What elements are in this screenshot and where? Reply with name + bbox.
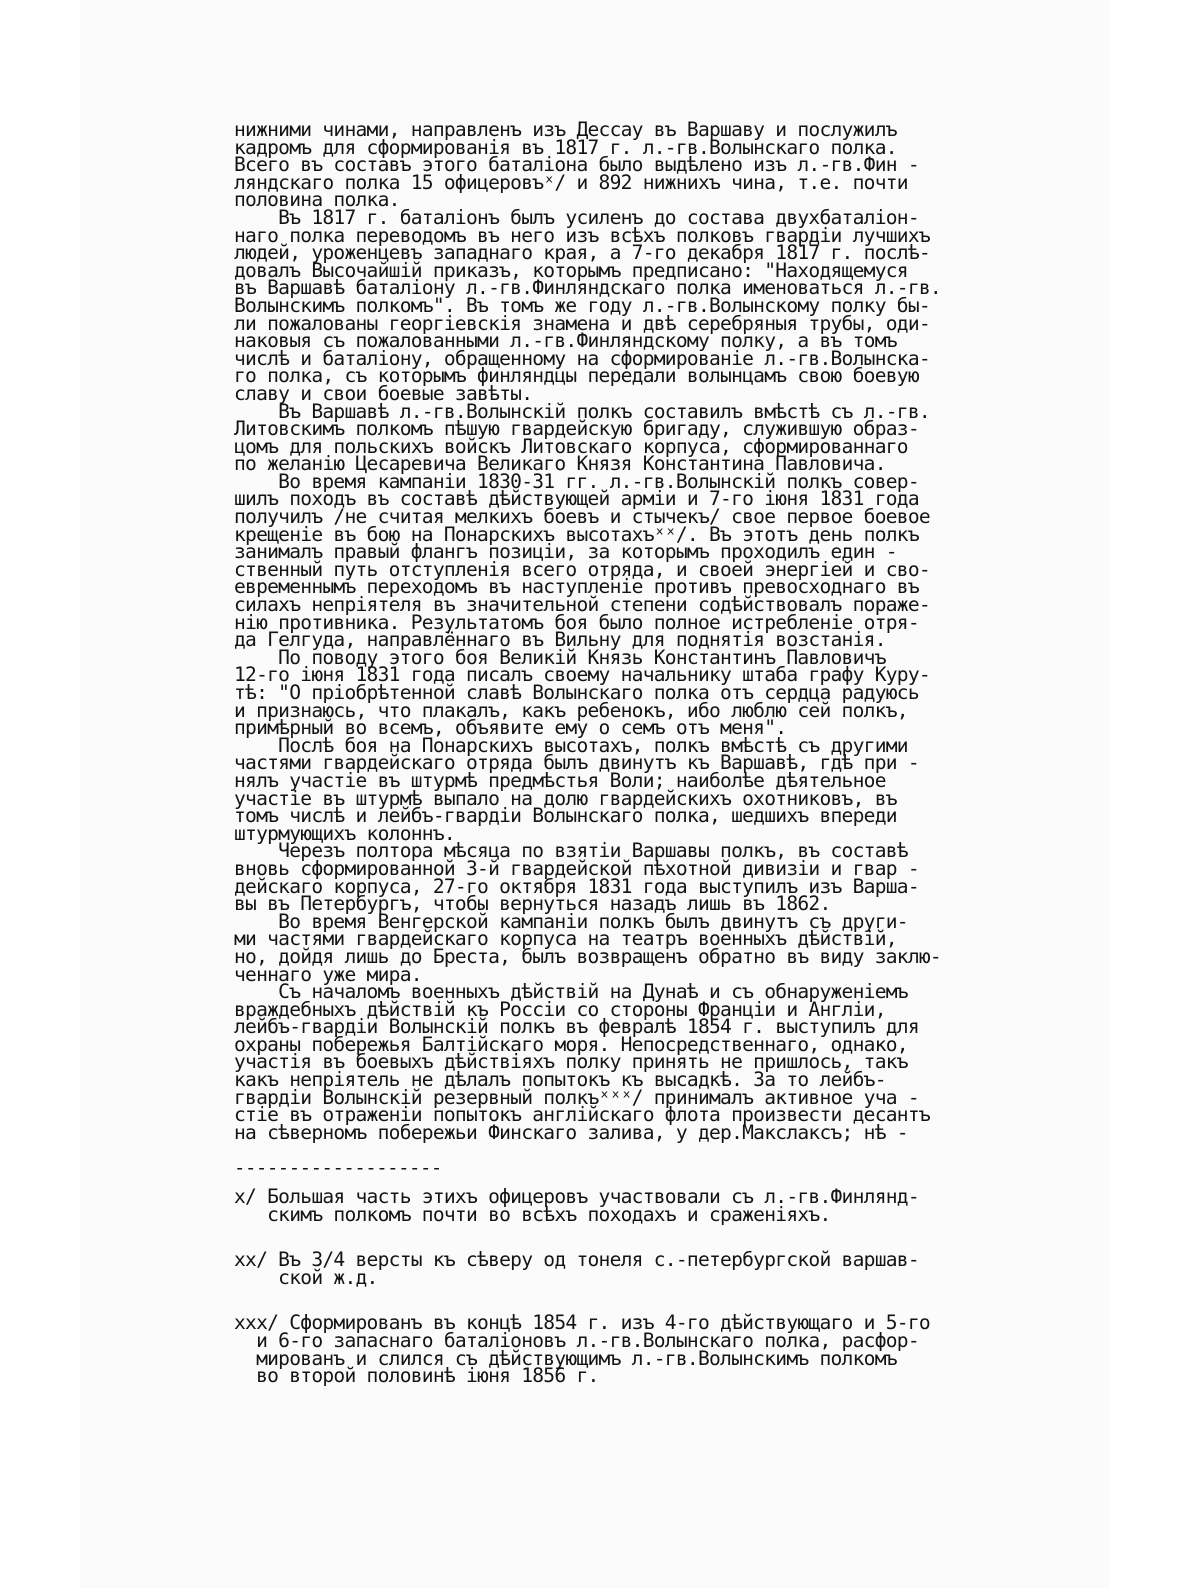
footnote-line: мированъ и слился съ дѣйствующимъ л.-гв.Волынскимъ полкомъ: [234, 1346, 897, 1370]
body-line: Черезъ полтора мѣсяца по взятіи Варшавы полкъ, въ составѣ: [234, 839, 908, 863]
body-line: какъ непріятель не дѣлалъ попытокъ къ высадкѣ. За то лейбъ-: [234, 1068, 886, 1092]
body-line: наковыя съ пожалованными л.-гв.Финляндскому полку, а въ томъ: [234, 329, 897, 353]
footnote: [234, 1248, 994, 1289]
body-line: вы въ Петербургъ, чтобы вернуться назадъ лишь въ 1862.: [234, 892, 831, 916]
body-line: евременнымъ переходомъ въ наступленіе противъ превосходнаго въ: [234, 575, 919, 599]
body-line: штурмующихъ колоннъ.: [234, 821, 455, 845]
body-line: ми частями гвардейскаго корпуса на театръ военныхъ дѣйствій,: [234, 927, 897, 951]
body-line: шилъ походъ въ составѣ дѣйствующей арміи и 7-го іюня 1831 года: [234, 487, 919, 511]
body-line: тѣ: "О пріобрѣтенной славѣ Волынскаго полка отъ сердца радуюсь: [234, 681, 919, 704]
body-line: славу и свои боевые завѣты.: [234, 381, 533, 405]
body-line: го полка, съ которымъ финляндцы передали волынцамъ свою боевую: [234, 364, 919, 388]
body-line: по желанію Цесаревича Великаго Князя Константина Павловича.: [234, 452, 886, 476]
body-line: силахъ непріятеля въ значительной степени содѣйствовалъ пораже-: [234, 593, 930, 617]
body-line: ли пожалованы георгіевскія знамена и двѣ серебряныя трубы, оди-: [234, 311, 930, 335]
body-line: и признаюсь, что плакалъ, какъ ребенокъ, ибо люблю сей полкъ,: [234, 698, 908, 722]
body-line: ляндскаго полка 15 офицеровъˣ/ и 892 нижнихъ чина, т.е. почти: [234, 170, 908, 194]
body-line: нялъ участіе въ штурмѣ предмѣстья Воли; наиболѣе дѣятельное: [234, 768, 886, 792]
body-line: Во время кампаніи 1830-31 гг. л.-гв.Волынскій полкъ совер-: [234, 469, 919, 493]
body-line: примѣрный во всемъ, объявите ему о семъ отъ меня".: [234, 716, 787, 740]
body-line: да Гелгуда, направлённаго въ Вильну для поднятія возстанія.: [234, 628, 886, 652]
body-line: половина полка.: [234, 188, 400, 212]
body-line: стіе въ отраженіи попытокъ англійскаго флота произвести десантъ: [234, 1103, 930, 1127]
body-line: Съ началомъ военныхъ дѣйствій на Дунаѣ и съ обнаруженіемъ: [234, 980, 908, 1004]
body-line: людей, уроженцевъ западнаго края, а 7-го декабря 1817 г. послѣ-: [234, 241, 930, 265]
footnote: [234, 1311, 994, 1388]
body-line: но, дойдя лишь до Бреста, былъ возвращенъ обратно въ виду заклю-: [234, 944, 941, 968]
body-line: числѣ и баталіону, обращенному на сформированіе л.-гв.Волынска-: [234, 346, 930, 370]
body-line: нію противника. Результатомъ боя было полное истребленіе отря-: [234, 610, 919, 634]
footnote-divider: -------------------: [234, 1157, 442, 1179]
body-line: Въ Варшавѣ л.-гв.Волынскій полкъ составилъ вмѣстѣ съ л.-гв.: [234, 399, 930, 423]
body-line: По поводу этого боя Великій Князь Константинъ Павловичъ: [234, 645, 886, 669]
body-line: занималъ правый флангъ позиціи, за которымъ проходилъ един -: [234, 540, 897, 564]
body-line: враждебныхъ дѣйствій къ Россіи со стороны Франціи и Англіи,: [234, 997, 886, 1021]
body-line: дейскаго корпуса, 27-го октября 1831 года выступилъ изъ Варша-: [234, 874, 919, 898]
body-line: на сѣверномъ побережьи Финскаго залива, у дер.Макслаксъ; нѣ -: [234, 1120, 908, 1144]
body-line: цомъ для польскихъ войскъ Литовскаго корпуса, сформированнаго: [234, 434, 908, 458]
footnote-line: x/ Большая часть этихъ офицеровъ участвовали съ л.-гв.Финлянд-: [234, 1185, 919, 1208]
body-line: вновь сформированной 3-й гвардейской пѣхотной дивизіи и гвар -: [234, 856, 919, 880]
body-line: томъ числѣ и лейбъ-гвардіи Волынскаго полка, шедшихъ впереди: [234, 804, 897, 828]
body-line: Въ 1817 г. баталіонъ былъ усиленъ до состава двухбаталіон-: [234, 205, 919, 229]
footnote-line: скимъ полкомъ почти во всѣхъ походахъ и сраженіяхъ.: [234, 1202, 831, 1226]
body-line: крещеніе въ бою на Понарскихъ высотахъˣˣ/. Въ этотъ день полкъ: [234, 522, 919, 546]
body-line: участіе въ штурмѣ выпало на долю гвардейскихъ охотниковъ, въ: [234, 786, 897, 810]
footnote-line: xxx/ Сформированъ въ концѣ 1854 г. изъ 4-го дѣйствующаго и 5-го: [234, 1311, 930, 1335]
body-line: 12-го іюня 1831 года писалъ своему начальнику штаба графу Куру-: [234, 663, 930, 687]
body-line: лейбъ-гвардіи Волынскій полкъ въ февралѣ 1854 г. выступилъ для: [234, 1015, 919, 1039]
body-line: въ Варшавѣ баталіону л.-гв.Финляндскаго полка именоваться л.-гв.: [234, 276, 941, 300]
footnote-line: ской ж.д.: [234, 1265, 378, 1289]
footnote-line: во второй половинѣ іюня 1856 г.: [234, 1364, 599, 1388]
body-line: частями гвардейскаго отряда былъ двинутъ къ Варшавѣ, гдѣ при -: [234, 751, 919, 775]
body-line: ченнаго уже мира.: [234, 962, 422, 986]
body-line: участія въ боевыхъ дѣйствіяхъ полку принять не пришлось, такъ: [234, 1050, 908, 1074]
body-line: получилъ /не считая мелкихъ боевъ и стычекъ/ свое первое боевое: [234, 505, 930, 529]
body-line: Волынскимъ полкомъ". Въ томъ же году л.-гв.Волынскому полку бы-: [234, 293, 930, 317]
body-line: нижними чинами, направленъ изъ Дессау въ Варшаву и послужилъ: [234, 118, 897, 141]
footnote: [234, 1185, 994, 1226]
body-line: Всего въ составъ этого баталіона было выдѣлено изъ л.-гв.Фин -: [234, 153, 919, 177]
footnotes: [234, 1185, 994, 1413]
body-line: охраны побережья Балтійскаго моря. Непосредственнаго, однако,: [234, 1032, 908, 1056]
body-line: Во время Венгерской кампаніи полкъ былъ двинутъ съ други-: [234, 909, 908, 933]
footnote-line: xx/ Въ 3/4 версты къ сѣверу од тонеля с.-петербургской варшав-: [234, 1248, 919, 1272]
footnote-line: и 6-го запаснаго баталіоновъ л.-гв.Волынскаго полка, расфор-: [234, 1328, 919, 1352]
body-line: наго полка переводомъ въ него изъ всѣхъ полковъ гвардіи лучшихъ: [234, 223, 930, 247]
body-text: [234, 118, 994, 1144]
body-line: довалъ Высочайшій приказъ, которымъ предписано: "Находящемуся: [234, 258, 908, 282]
body-line: кадромъ для сформированія въ 1817 г. л.-гв.Волынскаго полка.: [234, 135, 897, 159]
body-line: ственный путь отступленія всего отряда, и своей энергіей и сво-: [234, 557, 930, 581]
body-line: Литовскимъ полкомъ пѣшую гвардейскую бригаду, служившую образ-: [234, 417, 919, 441]
body-line: Послѣ боя на Понарскихъ высотахъ, полкъ вмѣстѣ съ другими: [234, 733, 908, 757]
body-line: гвардіи Волынскій резервный полкъˣˣˣ/ принималъ активное уча -: [234, 1085, 919, 1109]
